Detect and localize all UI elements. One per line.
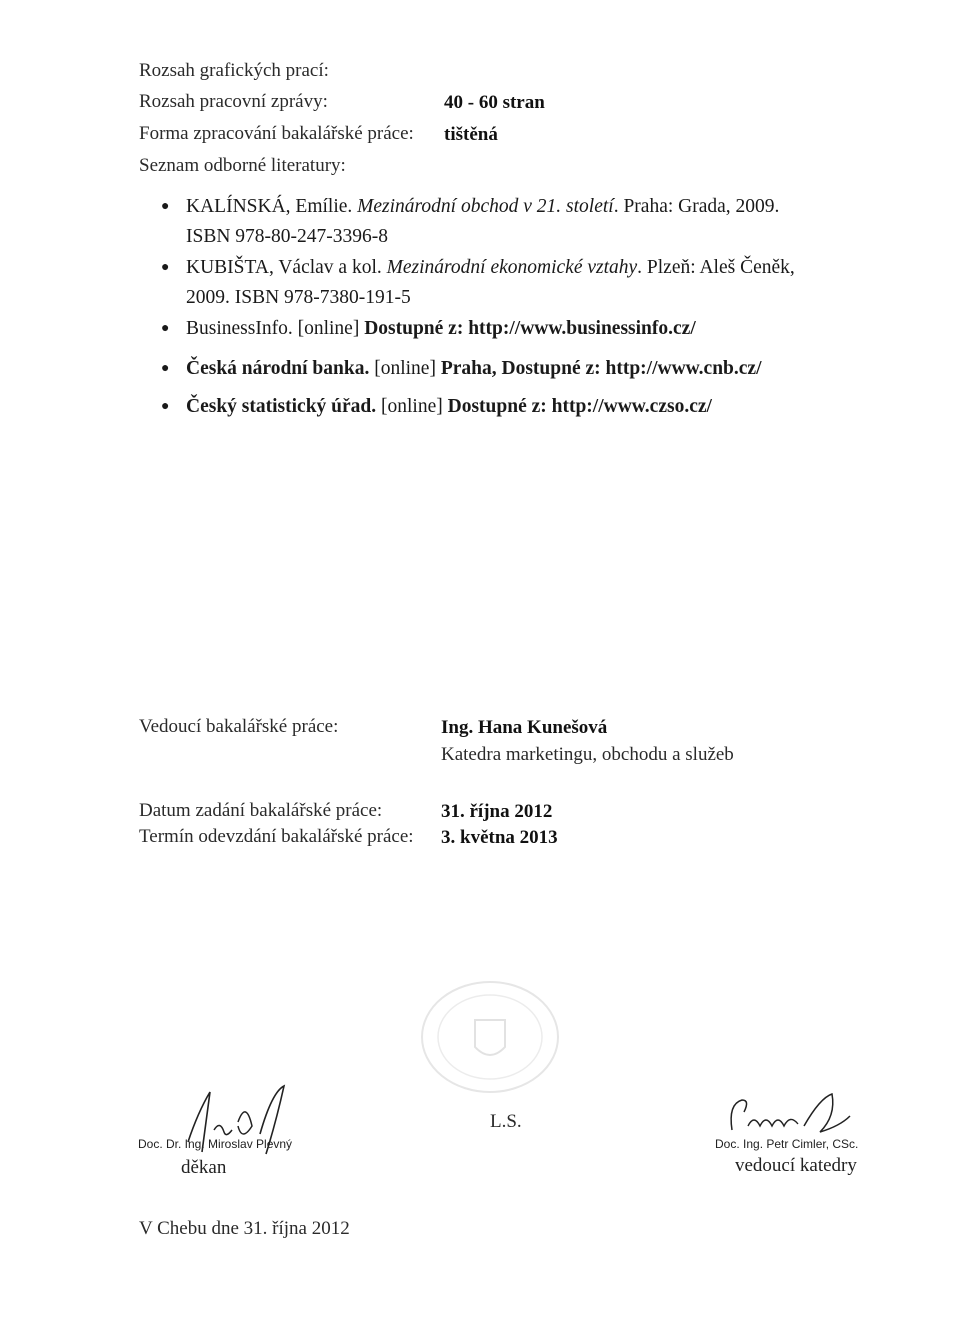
head-name: Doc. Ing. Petr Cimler, CSc. [715,1137,859,1151]
reference-item [161,192,780,252]
ls-mark: L.S. [490,1111,522,1132]
reference-url: Dostupné z: http://www.businessinfo.cz/ [364,318,696,339]
reference-item [161,253,795,313]
report-scope-label: Rozsah pracovní zprávy: [139,91,328,112]
dean-role: děkan [181,1157,227,1178]
head-role: vedoucí katedry [735,1155,857,1176]
reference-source: Česká národní banka. [186,358,375,379]
bullet-icon: ● [161,399,170,414]
reference-author: KUBIŠTA, Václav a kol. [186,257,387,278]
reference-author: KALÍNSKÁ, Emílie. [186,196,358,217]
supervisor-name: Ing. Hana Kunešová [441,717,608,738]
dean-name: Doc. Dr. Ing. Miroslav Plevný [138,1137,293,1151]
form-value: tištěná [444,124,498,145]
bullet-icon: ● [161,260,170,275]
reference-title: Mezinárodní ekonomické vztahy [386,257,638,278]
reference-online-tag: [online] [374,358,441,379]
assignment-date-value: 31. října 2012 [441,801,553,822]
reference-publisher: . Plzeň: Aleš Čeněk, [637,257,795,278]
reference-url: Praha, Dostupné z: http://www.cnb.cz/ [440,358,762,379]
reference-publisher: . Praha: Grada, 2009. [613,196,780,217]
reference-title: Mezinárodní obchod v 21. století [357,196,614,217]
literature-label: Seznam odborné literatury: [139,155,346,176]
reference-online-tag: [online] [381,396,448,417]
graphic-works-label: Rozsah grafických prací: [139,60,329,81]
submission-date-label: Termín odevzdání bakalářské práce: [139,826,414,847]
bullet-icon: ● [161,361,170,376]
reference-online-tag: [online] [297,318,365,339]
supervisor-department: Katedra marketingu, obchodu a služeb [441,744,734,765]
reference-url: Dostupné z: http://www.czso.cz/ [447,396,712,417]
reference-source: Český statistický úřad. [186,396,382,417]
report-scope-value: 40 - 60 stran [444,92,545,113]
reference-isbn: 2009. ISBN 978-7380-191-5 [186,287,411,308]
reference-item [161,314,696,344]
form-label: Forma zpracování bakalářské práce: [139,123,414,144]
reference-item [161,354,762,384]
faint-stamp-icon [415,975,565,1095]
submission-date-value: 3. května 2013 [441,827,558,848]
bullet-icon: ● [161,321,170,336]
reference-source: BusinessInfo. [186,318,298,339]
reference-item [161,392,712,422]
place-date: V Chebu dne 31. října 2012 [139,1218,350,1239]
supervisor-label: Vedoucí bakalářské práce: [139,716,339,737]
bullet-icon: ● [161,199,170,214]
reference-isbn: ISBN 978-80-247-3396-8 [186,226,389,247]
assignment-date-label: Datum zadání bakalářské práce: [139,800,383,821]
